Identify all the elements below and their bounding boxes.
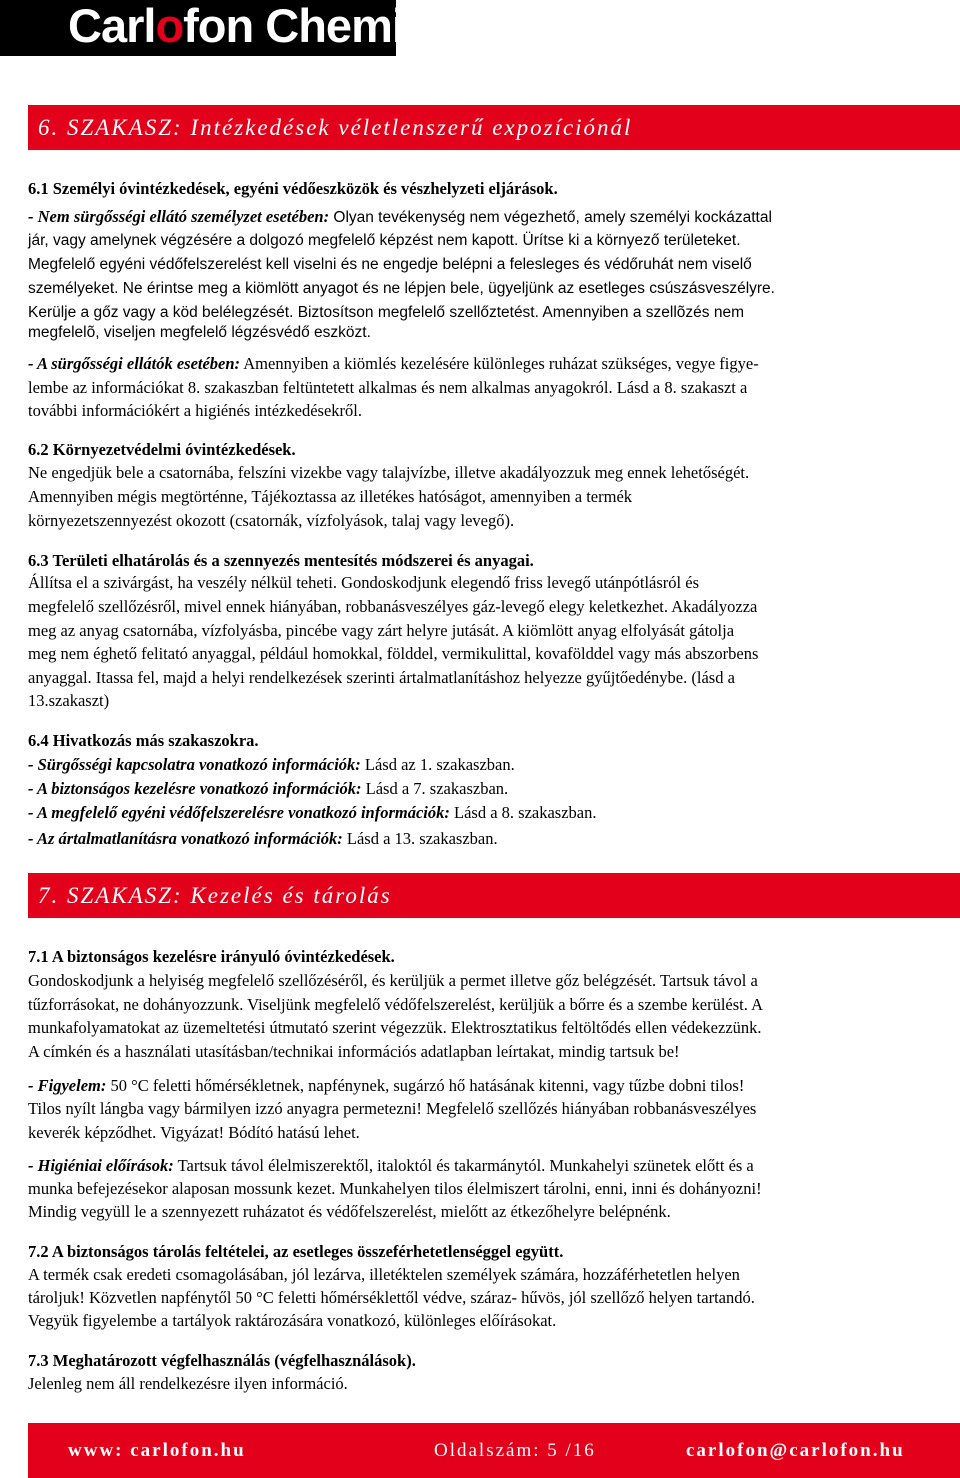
paragraph-line: - Nem sürgősségi ellátó személyzet esetében: Olyan tevékenység nem végezhető, amely személyi kockázattal (28, 207, 772, 226)
section-6-title: 6. SZAKASZ: Intézkedések véletlenszerű expozíciónál (38, 115, 633, 140)
paragraph-line: Kerülje a gőz vagy a köd belélegzését. Biztosítson megfelelő szellőztetést. Amennyiben a szellõzés nem (28, 304, 744, 321)
paragraph-line: megfelelõ, viseljen megfelelő légzésvédő eszközt. (28, 324, 371, 341)
paragraph-line: Jelenleg nem áll rendelkezésre ilyen információ. (28, 1374, 348, 1393)
heading-6-1: 6.1 Személyi óvintézkedések, egyéni védőeszközök és vészhelyzeti eljárások. (28, 179, 558, 198)
paragraph-line: - Figyelem: 50 °C feletti hőmérsékletnek, napfénynek, sugárzó hő hatásának kitenni, vagy tűzbe dobni tilos! (28, 1076, 745, 1095)
page-footer (28, 1423, 960, 1478)
paragraph-line: keverék képződhet. Vigyázat! Bódító hatású lehet. (28, 1123, 360, 1142)
heading-6-2: 6.2 Környezetvédelmi óvintézkedések. (28, 440, 296, 459)
paragraph-line: meg nem éghető felitató anyaggal, például homokkal, földdel, vermikulittal, kovafölddel vagy más abszorbens (28, 644, 759, 663)
paragraph-line: munka befejezésekor alaposan mossunk kezet. Munkahelyen tilos élelmiszert tárolni, enni, inni és dohányozni! (28, 1179, 762, 1198)
heading-7-1: 7.1 A biztonságos kezelésre irányuló óvintézkedések. (28, 947, 395, 966)
footer-email: carlofon@carlofon.hu (686, 1440, 905, 1461)
heading-6-4: 6.4 Hivatkozás más szakaszokra. (28, 731, 259, 750)
paragraph-line: lembe az információkat 8. szakaszban feltüntetett alkalmas és nem alkalmas anyagokról. Lásd a 8. szakaszt a (28, 378, 748, 397)
logo-wordmark: Carlofon Chemie (68, 0, 430, 52)
reference-item: - A megfelelő egyéni védőfelszerelésre vonatkozó információk: Lásd a 8. szakaszban. (28, 803, 597, 822)
footer-website: www: carlofon.hu (68, 1440, 246, 1461)
paragraph-line: Amennyiben mégis megtörténne, Tájékoztassa az illetékes hatóságot, amennyiben a termék (28, 487, 633, 506)
reference-item: - Az ártalmatlanításra vonatkozó információk: Lásd a 13. szakaszban. (28, 829, 498, 848)
paragraph-line: 13.szakaszt) (28, 691, 110, 710)
section-6-banner (28, 105, 960, 150)
footer-page-number: Oldalszám: 5 /16 (434, 1440, 596, 1461)
heading-7-2: 7.2 A biztonságos tárolás feltételei, az esetleges összeférhetetlenséggel együtt. (28, 1242, 564, 1261)
paragraph-line: Állítsa el a szivárgást, ha veszély nélkül teheti. Gondoskodjunk elegendő friss levegő utánpótlásról és (28, 573, 699, 592)
reference-item: - A biztonságos kezelésre vonatkozó információk: Lásd a 7. szakaszban. (28, 779, 509, 798)
reference-item: - Sürgősségi kapcsolatra vonatkozó információk: Lásd az 1. szakaszban. (28, 755, 515, 774)
paragraph-line: meg az anyag csatornába, vízfolyásba, pincébe vagy zárt helyre jutását. A kiömlött anyag elfolyását gátolja (28, 621, 735, 640)
heading-6-3: 6.3 Területi elhatárolás és a szennyezés mentesítés módszerei és anyagai. (28, 551, 534, 570)
paragraph-line: jár, vagy amelynek végzésére a dolgozó megfelelő képzést nem kapott. Ürítse ki a környező területeket. (28, 232, 741, 249)
paragraph-line: személyeket. Ne érintse meg a kiömlött anyagot és ne lépjen bele, ügyeljünk az esetleges csúszásveszélyre. (28, 280, 775, 297)
heading-7-3: 7.3 Meghatározott végfelhasználás (végfelhasználások). (28, 1351, 416, 1370)
paragraph-line: Megfelelő egyéni védőfelszerelést kell viselni és ne engedje belépni a felesleges és védőruhát nem viselő (28, 256, 752, 273)
paragraph-line: Mindig vegyüll le a szennyezett ruházatot és védőfelszerelést, mielőtt az étkezőhelyre belépnénk. (28, 1202, 671, 1221)
paragraph-line: - Higiéniai előírások: Tartsuk távol élelmiszerektől, italoktól és takarmánytól. Munkahelyi szünetek előtt és a (28, 1156, 754, 1175)
paragraph-line: tűzforrásokat, ne dohányozzunk. Viseljünk megfelelő védőfelszerelést, kerüljük a bőrre és a szembe kerülést. A (28, 995, 763, 1014)
paragraph-line: Tilos nyílt lángba vagy bármilyen izzó anyagra permetezni! Megfelelő szellőzés hiányában robbanásveszélyes (28, 1099, 757, 1118)
section-7-banner (28, 873, 960, 918)
paragraph-line: anyaggal. Itassa fel, majd a helyi rendelkezések szerinti ártalmatlanításhoz helyezze gyűjtőedénybe. (lásd a (28, 668, 735, 687)
paragraph-line: A termék csak eredeti csomagolásában, jól lezárva, illetéktelen személyek számára, hozzáférhetetlen helyen (28, 1265, 740, 1284)
paragraph-line: Gondoskodjunk a helyiség megfelelő szellőzéséről, és kerüljük a permet illetve gőz belégzését. Tartsuk távol a (28, 971, 758, 990)
section-7-title: 7. SZAKASZ: Kezelés és tárolás (38, 883, 392, 908)
paragraph-line: munkafolyamatokat az üzemeltetési útmutató szerint végezzük. Elektrosztatikus feltöltődés ellen védekezzünk. (28, 1018, 762, 1037)
paragraph-line: környezetszennyezést okozott (csatornák, vízfolyások, talaj vagy levegő). (28, 511, 515, 530)
paragraph-line: megfelelő szellőzésről, mivel ennek hiányában, robbanásveszélyes gáz-levegő elegy keletkezhet. Akadályozza (28, 597, 758, 616)
paragraph-line: - A sürgősségi ellátók esetében: Amennyiben a kiömlés kezelésére különleges ruházat szükséges, vegye figye- (28, 354, 759, 373)
paragraph-line: Vegyük figyelembe a tartályok raktározására vonatkozó, különleges előírásokat. (28, 1311, 557, 1330)
paragraph-line: további információkért a higiénés intézkedésekről. (28, 401, 363, 420)
paragraph-line: A címkén és a használati utasításban/technikai információs adatlapban leírtakat, mindig tartsuk be! (28, 1042, 680, 1061)
paragraph-line: Ne engedjük bele a csatornába, felszíni vizekbe vagy talajvízbe, illetve akadályozzuk meg ennek lehetőségét. (28, 463, 750, 482)
company-logo (0, 0, 430, 56)
paragraph-line: tároljuk! Közvetlen napfénytől 50 °C feletti hőmérséklettől védve, száraz- hűvös, jól szellőző helyen tartandó. (28, 1288, 755, 1307)
